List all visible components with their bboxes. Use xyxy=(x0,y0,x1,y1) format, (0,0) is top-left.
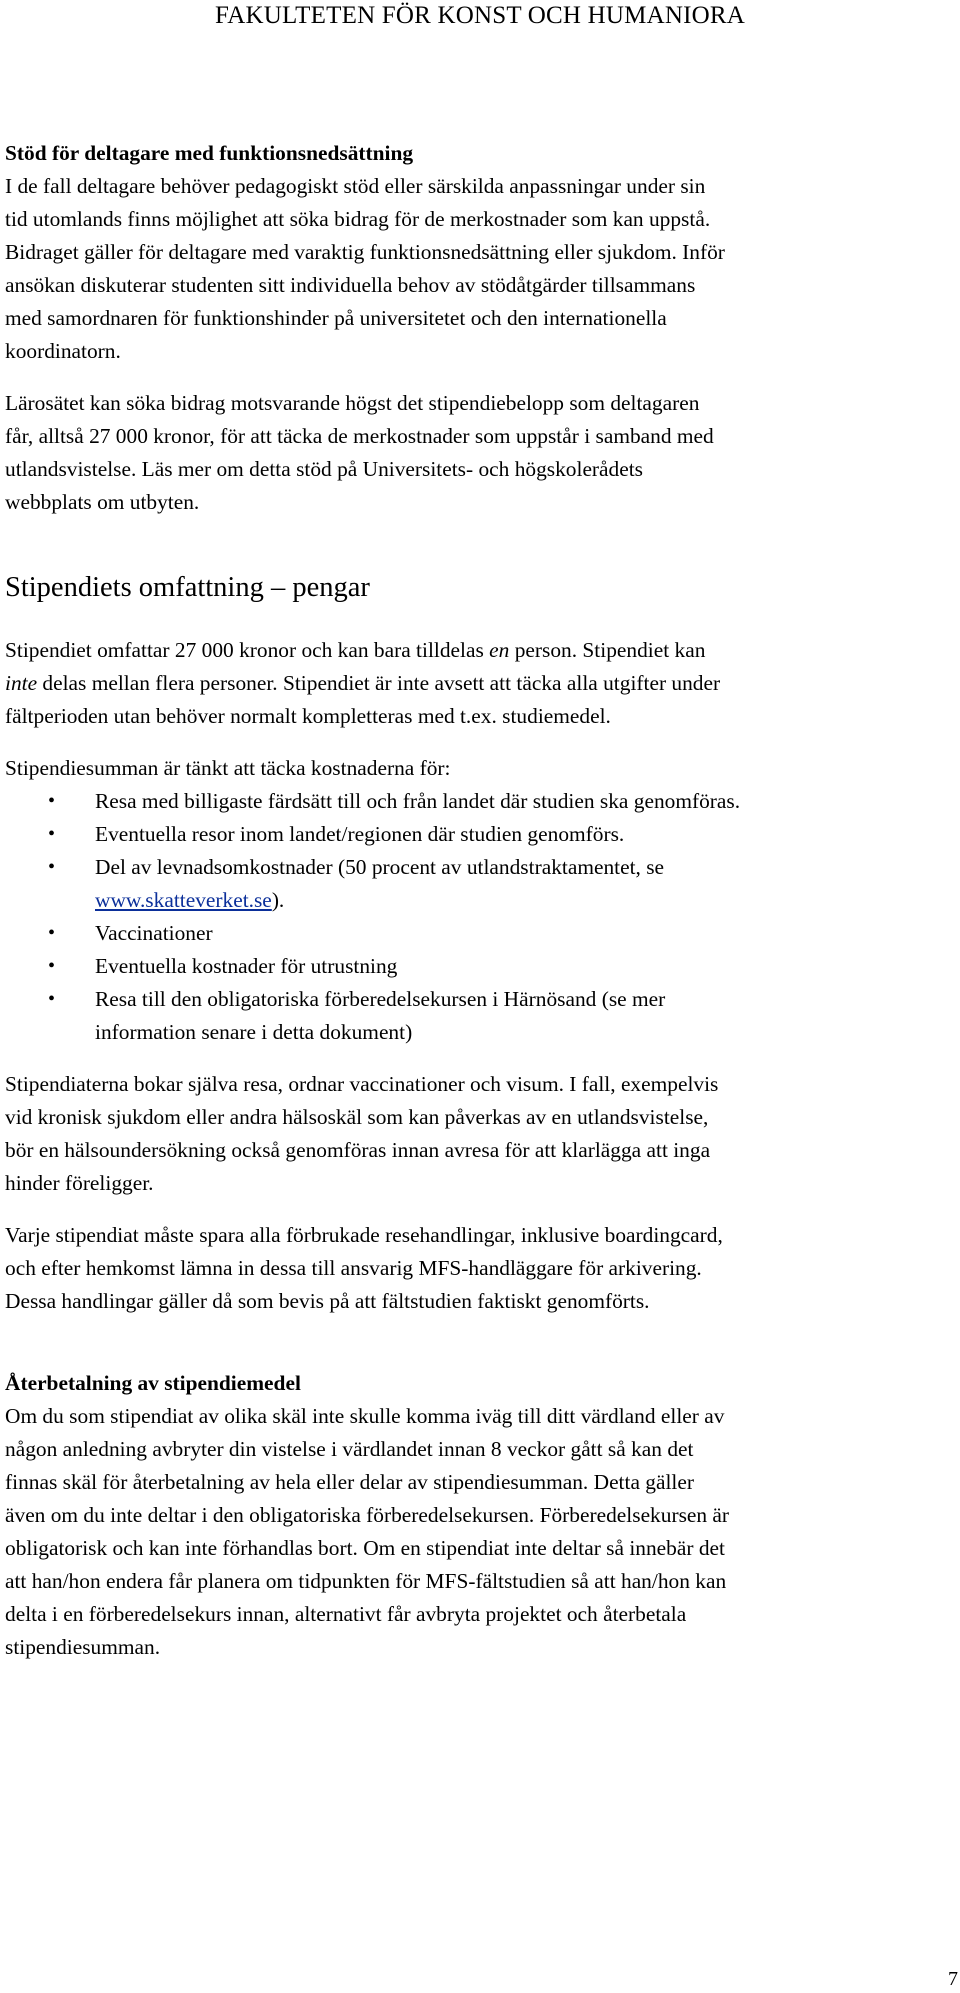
paragraph-line: hinder föreligger. xyxy=(5,1171,154,1195)
list-item xyxy=(5,818,955,851)
skatteverket-link[interactable]: www.skatteverket.se xyxy=(95,888,272,912)
list-item xyxy=(5,917,955,950)
paragraph-line: fältperioden utan behöver normalt kompletteras med t.ex. studiemedel. xyxy=(5,704,611,728)
paragraph-line: utlandsvistelse. Läs mer om detta stöd på Universitets- och högskolerådets xyxy=(5,457,644,481)
bullet-icon: • xyxy=(48,790,56,812)
paragraph-line xyxy=(5,667,955,700)
heading-aterbetalning: Återbetalning av stipendiemedel xyxy=(5,1371,301,1395)
list-item-text: Vaccinationer xyxy=(95,921,213,945)
list-item-text: Resa till den obligatoriska förberedelsekursen i Härnösand (se mer xyxy=(95,987,666,1011)
text-span: Stipendiet omfattar 27 000 kronor och kan bara tilldelas xyxy=(5,638,490,662)
text-span: person. Stipendiet kan xyxy=(509,638,706,662)
page-header: FAKULTETEN FÖR KONST OCH HUMANIORA xyxy=(215,2,745,29)
list-item xyxy=(5,983,955,1049)
bullet-icon: • xyxy=(48,955,56,977)
page-number: 7 xyxy=(948,1968,958,1990)
list-intro: Stipendiesumman är tänkt att täcka kostnaderna för: xyxy=(5,756,451,780)
list-item-text: Eventuella kostnader för utrustning xyxy=(95,954,398,978)
bullet-icon: • xyxy=(48,988,56,1010)
paragraph-line: Varje stipendiat måste spara alla förbrukade resehandlingar, inklusive boardingcard, xyxy=(5,1223,723,1247)
cost-list xyxy=(5,785,955,1049)
paragraph-line: och efter hemkomst lämna in dessa till ansvarig MFS-handläggare för arkivering. xyxy=(5,1256,702,1280)
paragraph-line: vid kronisk sjukdom eller andra hälsoskäl som kan påverkas av en utlandsvistelse, xyxy=(5,1105,709,1129)
paragraph-line: I de fall deltagare behöver pedagogiskt stöd eller särskilda anpassningar under sin xyxy=(5,174,706,198)
paragraph-line: Bidraget gäller för deltagare med varaktig funktionsnedsättning eller sjukdom. Inför xyxy=(5,240,725,264)
paragraph-line: någon anledning avbryter din vistelse i värdlandet innan 8 veckor gått så kan det xyxy=(5,1437,694,1461)
bullet-icon: • xyxy=(48,922,56,944)
paragraph-line: stipendiesumman. xyxy=(5,1635,161,1659)
bullet-icon: • xyxy=(48,823,56,845)
list-item-text-cont: information senare i detta dokument) xyxy=(95,1020,413,1044)
link-tail: ). xyxy=(271,888,285,912)
paragraph-line: tid utomlands finns möjlighet att söka bidrag för de merkostnader som kan uppstå. xyxy=(5,207,711,231)
paragraph-line: Stipendiaterna bokar själva resa, ordnar vaccinationer och visum. I fall, exempelvis xyxy=(5,1072,719,1096)
paragraph-line: att han/hon endera får planera om tidpunkten för MFS-fältstudien så att han/hon kan xyxy=(5,1569,727,1593)
paragraph-line: Om du som stipendiat av olika skäl inte skulle komma iväg till ditt värdland eller av xyxy=(5,1404,725,1428)
paragraph-line: koordinatorn. xyxy=(5,339,121,363)
bullet-icon: • xyxy=(48,856,56,878)
emphasis-text: inte xyxy=(5,671,38,695)
emphasis-text: en xyxy=(489,638,510,662)
paragraph-line: webbplats om utbyten. xyxy=(5,490,200,514)
list-item-text: Resa med billigaste färdsätt till och från landet där studien ska genomföras. xyxy=(95,789,741,813)
paragraph-line xyxy=(5,634,955,667)
paragraph-line: med samordnaren för funktionshinder på universitetet och den internationella xyxy=(5,306,667,330)
heading-stipendiets-omfattning: Stipendiets omfattning – pengar xyxy=(5,572,370,603)
paragraph-line: ansökan diskuterar studenten sitt individuella behov av stödåtgärder tillsammans xyxy=(5,273,696,297)
list-item xyxy=(5,950,955,983)
paragraph-line: Lärosätet kan söka bidrag motsvarande högst det stipendiebelopp som deltagaren xyxy=(5,391,700,415)
paragraph-line: även om du inte deltar i den obligatoriska förberedelsekursen. Förberedelsekursen är xyxy=(5,1503,730,1527)
paragraph-line: finnas skäl för återbetalning av hela eller delar av stipendiesumman. Detta gäller xyxy=(5,1470,694,1494)
paragraph-line: Dessa handlingar gäller då som bevis på att fältstudien faktiskt genomförts. xyxy=(5,1289,650,1313)
paragraph-line: bör en hälsoundersökning också genomföras innan avresa för att klarlägga att inga xyxy=(5,1138,711,1162)
list-item-text: Eventuella resor inom landet/regionen där studien genomförs. xyxy=(95,822,625,846)
paragraph-line: får, alltså 27 000 kronor, för att täcka de merkostnader som uppstår i samband med xyxy=(5,424,714,448)
list-item xyxy=(5,785,955,818)
paragraph-line: delta i en förberedelsekurs innan, alternativt får avbryta projektet och återbetala xyxy=(5,1602,687,1626)
heading-funktionsnedsattning: Stöd för deltagare med funktionsnedsättning xyxy=(5,141,414,165)
document-body xyxy=(5,137,955,1664)
paragraph-line: obligatorisk och kan inte förhandlas bort. Om en stipendiat inte deltar så innebär det xyxy=(5,1536,725,1560)
list-item xyxy=(5,851,955,917)
text-span: delas mellan flera personer. Stipendiet är inte avsett att täcka alla utgifter under xyxy=(37,671,721,695)
list-item-text: Del av levnadsomkostnader (50 procent av utlandstraktamentet, se xyxy=(95,855,665,879)
